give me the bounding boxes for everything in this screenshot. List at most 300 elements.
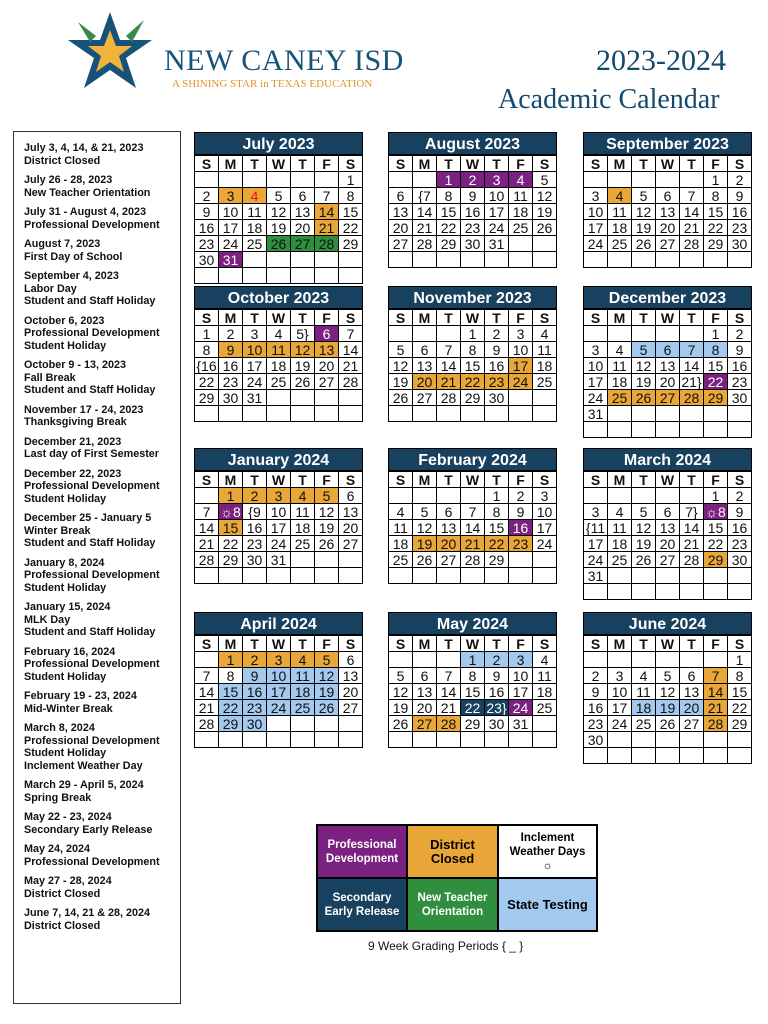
event-item bbox=[24, 512, 180, 550]
day-cell: 19 bbox=[389, 700, 413, 716]
month-title: October 2023 bbox=[194, 286, 363, 309]
day-cell: 6 bbox=[339, 652, 363, 668]
empty-day-cell bbox=[195, 652, 219, 668]
day-cell: 11 bbox=[533, 342, 557, 358]
empty-day-cell bbox=[389, 172, 413, 188]
empty-day-cell bbox=[728, 252, 752, 268]
day-cell: 1 bbox=[437, 172, 461, 188]
event-description: Thanksgiving Break bbox=[24, 416, 127, 428]
empty-day-cell bbox=[509, 552, 533, 568]
empty-day-cell bbox=[267, 716, 291, 732]
day-cell: 7 bbox=[195, 668, 219, 684]
empty-day-cell bbox=[608, 488, 632, 504]
day-cell: 12 bbox=[632, 204, 656, 220]
weekday-header: M bbox=[608, 636, 632, 652]
day-cell: 9 bbox=[485, 668, 509, 684]
month-calendar bbox=[388, 286, 557, 422]
day-cell: 19 bbox=[291, 358, 315, 374]
weekday-header: F bbox=[509, 156, 533, 172]
day-cell: 4 bbox=[291, 652, 315, 668]
day-cell: 14 bbox=[437, 358, 461, 374]
weekday-header: S bbox=[728, 310, 752, 326]
empty-day-cell bbox=[291, 716, 315, 732]
empty-day-cell bbox=[656, 748, 680, 764]
day-cell: 30 bbox=[195, 252, 219, 268]
day-cell: 19 bbox=[632, 220, 656, 236]
event-description: First Day of School bbox=[24, 250, 123, 263]
day-cell: 2 bbox=[485, 652, 509, 668]
day-cell: 11 bbox=[243, 204, 267, 220]
day-cell: 6 bbox=[680, 668, 704, 684]
event-description: Last day of First Semester bbox=[24, 448, 160, 460]
day-cell: 11 bbox=[509, 188, 533, 204]
day-cell: 18 bbox=[243, 220, 267, 236]
empty-day-cell bbox=[632, 172, 656, 188]
empty-day-cell bbox=[608, 172, 632, 188]
day-cell: 20 bbox=[680, 700, 704, 716]
day-cell: {11 bbox=[584, 520, 608, 536]
event-date: December 25 - January 5 bbox=[24, 512, 152, 524]
day-cell: ☼8 bbox=[219, 504, 243, 520]
empty-day-cell bbox=[533, 716, 557, 732]
empty-day-cell bbox=[608, 732, 632, 748]
empty-day-cell bbox=[656, 652, 680, 668]
weekday-header: F bbox=[704, 156, 728, 172]
day-cell: 20 bbox=[656, 536, 680, 552]
day-cell: 4 bbox=[632, 668, 656, 684]
day-cell: 14 bbox=[437, 684, 461, 700]
weekday-header: T bbox=[485, 472, 509, 488]
district-logo bbox=[60, 8, 404, 98]
empty-day-cell bbox=[437, 326, 461, 342]
day-cell: 22 bbox=[704, 220, 728, 236]
day-cell: 2 bbox=[243, 488, 267, 504]
day-cell: 22 bbox=[728, 700, 752, 716]
day-cell: 14 bbox=[195, 684, 219, 700]
empty-day-cell bbox=[584, 584, 608, 600]
day-cell: 9 bbox=[728, 342, 752, 358]
month-title: July 2023 bbox=[194, 132, 363, 155]
day-cell: 11 bbox=[389, 520, 413, 536]
day-cell: 12 bbox=[413, 520, 437, 536]
event-description: Labor Day bbox=[24, 282, 77, 295]
weekday-header: W bbox=[267, 472, 291, 488]
empty-day-cell bbox=[219, 568, 243, 584]
empty-day-cell bbox=[413, 568, 437, 584]
weekday-header: F bbox=[315, 310, 339, 326]
day-cell: 22 bbox=[437, 220, 461, 236]
weekday-header: T bbox=[243, 636, 267, 652]
day-cell: 11 bbox=[291, 668, 315, 684]
event-description: New Teacher Orientation bbox=[24, 186, 151, 199]
day-cell: 2 bbox=[461, 172, 485, 188]
day-cell: 5 bbox=[413, 504, 437, 520]
day-cell: 10 bbox=[584, 358, 608, 374]
empty-day-cell bbox=[533, 390, 557, 406]
day-cell: 3 bbox=[243, 326, 267, 342]
day-cell: 16 bbox=[195, 220, 219, 236]
weekday-header: T bbox=[437, 636, 461, 652]
event-item bbox=[24, 811, 180, 836]
day-cell: 6 bbox=[413, 668, 437, 684]
empty-day-cell bbox=[632, 406, 656, 422]
day-cell: 4 bbox=[608, 504, 632, 520]
day-cell: 10 bbox=[267, 504, 291, 520]
day-cell: 3 bbox=[584, 188, 608, 204]
event-item bbox=[24, 601, 180, 639]
day-cell: 25 bbox=[291, 700, 315, 716]
empty-day-cell bbox=[632, 568, 656, 584]
day-cell: 29 bbox=[219, 716, 243, 732]
day-cell: 13 bbox=[656, 358, 680, 374]
weekday-header: T bbox=[632, 310, 656, 326]
grading-periods-note: 9 Week Grading Periods { _ } bbox=[368, 939, 524, 953]
weekday-header: S bbox=[195, 636, 219, 652]
empty-day-cell bbox=[219, 268, 243, 284]
day-cell: 14 bbox=[315, 204, 339, 220]
weekday-header: T bbox=[632, 636, 656, 652]
day-cell: 21 bbox=[680, 220, 704, 236]
day-cell: 25 bbox=[608, 236, 632, 252]
sun-icon: ☼ bbox=[542, 859, 553, 872]
day-cell: 7 bbox=[461, 504, 485, 520]
event-date: February 16, 2024 bbox=[24, 645, 116, 658]
day-cell: 27 bbox=[656, 552, 680, 568]
day-cell: {9 bbox=[243, 504, 267, 520]
day-cell: 17 bbox=[584, 374, 608, 390]
day-cell: 31 bbox=[267, 552, 291, 568]
day-cell: 28 bbox=[680, 552, 704, 568]
day-cell: 12 bbox=[533, 188, 557, 204]
day-cell: 13 bbox=[413, 684, 437, 700]
event-date: June 7, 14, 21 & 28, 2024 bbox=[24, 907, 151, 919]
day-cell: 10 bbox=[219, 204, 243, 220]
day-cell: 29 bbox=[437, 236, 461, 252]
day-cell: 7 bbox=[680, 342, 704, 358]
day-cell: 20 bbox=[339, 684, 363, 700]
empty-day-cell bbox=[291, 268, 315, 284]
day-cell: 20 bbox=[437, 536, 461, 552]
month-days-grid bbox=[388, 309, 557, 422]
empty-day-cell bbox=[315, 268, 339, 284]
weekday-header: M bbox=[219, 636, 243, 652]
empty-day-cell bbox=[533, 236, 557, 252]
day-cell: 29 bbox=[461, 390, 485, 406]
weekday-header: M bbox=[219, 472, 243, 488]
empty-day-cell bbox=[680, 326, 704, 342]
event-description: Professional Development bbox=[24, 855, 160, 868]
day-cell: 7 bbox=[680, 188, 704, 204]
day-cell: 6 bbox=[413, 342, 437, 358]
day-cell: 7 bbox=[437, 668, 461, 684]
empty-day-cell bbox=[315, 552, 339, 568]
day-cell: 26 bbox=[413, 552, 437, 568]
empty-day-cell bbox=[608, 252, 632, 268]
day-cell: 14 bbox=[195, 520, 219, 536]
event-date: July 26 - 28, 2023 bbox=[24, 174, 113, 186]
day-cell: 20 bbox=[413, 374, 437, 390]
day-cell: 19 bbox=[632, 374, 656, 390]
day-cell: 7 bbox=[437, 342, 461, 358]
day-cell: 3 bbox=[533, 488, 557, 504]
empty-day-cell bbox=[485, 252, 509, 268]
event-date: November 17 - 24, 2023 bbox=[24, 403, 144, 416]
day-cell: 28 bbox=[339, 374, 363, 390]
empty-day-cell bbox=[461, 488, 485, 504]
day-cell: 23 bbox=[584, 716, 608, 732]
day-cell: 15 bbox=[485, 520, 509, 536]
event-description: Student Holiday bbox=[24, 492, 107, 505]
day-cell: 11 bbox=[291, 504, 315, 520]
day-cell: 9 bbox=[461, 188, 485, 204]
empty-day-cell bbox=[533, 568, 557, 584]
day-cell: 29 bbox=[219, 552, 243, 568]
day-cell: 12 bbox=[315, 668, 339, 684]
event-description: Student Holiday bbox=[24, 339, 107, 352]
day-cell: 22 bbox=[704, 536, 728, 552]
day-cell: 30 bbox=[485, 716, 509, 732]
day-cell: 29 bbox=[195, 390, 219, 406]
weekday-header: M bbox=[219, 156, 243, 172]
day-cell: 2 bbox=[728, 172, 752, 188]
day-cell: 1 bbox=[728, 652, 752, 668]
empty-day-cell bbox=[533, 252, 557, 268]
day-cell: 27 bbox=[413, 716, 437, 732]
day-cell: 16 bbox=[243, 520, 267, 536]
day-cell: 9 bbox=[195, 204, 219, 220]
day-cell: 1 bbox=[461, 326, 485, 342]
weekday-header: S bbox=[584, 310, 608, 326]
day-cell: 24 bbox=[243, 374, 267, 390]
day-cell: 2 bbox=[195, 188, 219, 204]
day-cell: 20 bbox=[315, 358, 339, 374]
month-days-grid bbox=[194, 155, 363, 284]
event-item bbox=[24, 557, 180, 595]
weekday-header: S bbox=[195, 156, 219, 172]
day-cell: 7} bbox=[680, 504, 704, 520]
day-cell: 9 bbox=[728, 504, 752, 520]
empty-day-cell bbox=[389, 652, 413, 668]
empty-day-cell bbox=[680, 252, 704, 268]
day-cell: 24 bbox=[533, 536, 557, 552]
weekday-header: T bbox=[437, 310, 461, 326]
day-cell: 19 bbox=[389, 374, 413, 390]
event-date: May 24, 2024 bbox=[24, 843, 91, 855]
day-cell: 28 bbox=[461, 552, 485, 568]
day-cell: 23 bbox=[195, 236, 219, 252]
weekday-header: W bbox=[656, 310, 680, 326]
month-days-grid bbox=[583, 471, 752, 600]
event-description: District Closed bbox=[24, 919, 101, 932]
day-cell: 16 bbox=[728, 204, 752, 220]
day-cell: 21 bbox=[339, 358, 363, 374]
day-cell: 26 bbox=[389, 716, 413, 732]
day-cell: 27 bbox=[656, 390, 680, 406]
empty-day-cell bbox=[413, 326, 437, 342]
event-description: Spring Break bbox=[24, 791, 92, 804]
day-cell: 3 bbox=[584, 342, 608, 358]
empty-day-cell bbox=[728, 748, 752, 764]
day-cell: 10 bbox=[584, 204, 608, 220]
month-title: August 2023 bbox=[388, 132, 557, 155]
event-item bbox=[24, 722, 180, 772]
day-cell: 12 bbox=[315, 504, 339, 520]
weekday-header: W bbox=[267, 156, 291, 172]
day-cell: 25 bbox=[533, 700, 557, 716]
day-cell: 27 bbox=[413, 390, 437, 406]
event-date: March 8, 2024 bbox=[24, 722, 95, 734]
day-cell: 29 bbox=[461, 716, 485, 732]
empty-day-cell bbox=[437, 488, 461, 504]
day-cell: 26 bbox=[632, 390, 656, 406]
page-title: Academic Calendar bbox=[498, 84, 720, 115]
day-cell: 1 bbox=[339, 172, 363, 188]
month-days-grid bbox=[583, 155, 752, 268]
day-cell: 8 bbox=[704, 342, 728, 358]
day-cell: 2 bbox=[243, 652, 267, 668]
day-cell: 22 bbox=[339, 220, 363, 236]
day-cell: 5 bbox=[632, 342, 656, 358]
empty-day-cell bbox=[656, 326, 680, 342]
empty-day-cell bbox=[389, 488, 413, 504]
event-description: Professional Development bbox=[24, 480, 160, 492]
empty-day-cell bbox=[680, 172, 704, 188]
empty-day-cell bbox=[680, 748, 704, 764]
day-cell: 4 bbox=[533, 326, 557, 342]
weekday-header: T bbox=[291, 472, 315, 488]
weekday-header: S bbox=[389, 636, 413, 652]
empty-day-cell bbox=[339, 552, 363, 568]
empty-day-cell bbox=[632, 422, 656, 438]
empty-day-cell bbox=[608, 584, 632, 600]
day-cell: 18 bbox=[608, 536, 632, 552]
weekday-header: F bbox=[315, 636, 339, 652]
weekday-header: S bbox=[584, 636, 608, 652]
empty-day-cell bbox=[291, 732, 315, 748]
day-cell: 23 bbox=[243, 700, 267, 716]
day-cell: 1 bbox=[704, 326, 728, 342]
day-cell: 18 bbox=[533, 684, 557, 700]
day-cell: ☼8 bbox=[704, 504, 728, 520]
month-calendar bbox=[388, 132, 557, 268]
event-date: January 8, 2024 bbox=[24, 556, 105, 569]
day-cell: 8 bbox=[195, 342, 219, 358]
weekday-header: S bbox=[339, 636, 363, 652]
empty-day-cell bbox=[195, 406, 219, 422]
day-cell: 29 bbox=[704, 390, 728, 406]
legend bbox=[316, 824, 598, 932]
weekday-header: S bbox=[728, 156, 752, 172]
day-cell: 27 bbox=[680, 716, 704, 732]
empty-day-cell bbox=[704, 568, 728, 584]
event-description: District Closed bbox=[24, 154, 101, 167]
day-cell: 12 bbox=[632, 358, 656, 374]
day-cell: 27 bbox=[339, 700, 363, 716]
month-days-grid bbox=[194, 635, 363, 748]
day-cell: 9 bbox=[243, 668, 267, 684]
empty-day-cell bbox=[437, 252, 461, 268]
empty-day-cell bbox=[243, 732, 267, 748]
weekday-header: M bbox=[608, 472, 632, 488]
weekday-header: W bbox=[656, 472, 680, 488]
day-cell: 22 bbox=[219, 700, 243, 716]
day-cell: 4 bbox=[533, 652, 557, 668]
day-cell: 21 bbox=[195, 536, 219, 552]
day-cell: 26 bbox=[656, 716, 680, 732]
empty-day-cell bbox=[656, 406, 680, 422]
weekday-header: T bbox=[291, 310, 315, 326]
day-cell: 16 bbox=[728, 520, 752, 536]
day-cell: 28 bbox=[680, 236, 704, 252]
empty-day-cell bbox=[485, 406, 509, 422]
month-days-grid bbox=[194, 471, 363, 584]
day-cell: 8 bbox=[485, 504, 509, 520]
empty-day-cell bbox=[608, 748, 632, 764]
day-cell: 7 bbox=[704, 668, 728, 684]
day-cell: 15 bbox=[728, 684, 752, 700]
empty-day-cell bbox=[485, 732, 509, 748]
event-description: Fall Break bbox=[24, 371, 76, 384]
event-date: September 4, 2023 bbox=[24, 270, 119, 282]
day-cell: 18 bbox=[291, 520, 315, 536]
empty-day-cell bbox=[267, 390, 291, 406]
empty-day-cell bbox=[339, 268, 363, 284]
empty-day-cell bbox=[632, 488, 656, 504]
weekday-header: T bbox=[437, 156, 461, 172]
event-date: March 29 - April 5, 2024 bbox=[24, 779, 144, 791]
empty-day-cell bbox=[632, 252, 656, 268]
empty-day-cell bbox=[509, 406, 533, 422]
empty-day-cell bbox=[632, 326, 656, 342]
empty-day-cell bbox=[219, 172, 243, 188]
day-cell: 22 bbox=[704, 374, 728, 390]
weekday-header: T bbox=[437, 472, 461, 488]
day-cell: 24 bbox=[509, 700, 533, 716]
day-cell: 16 bbox=[243, 684, 267, 700]
empty-day-cell bbox=[704, 732, 728, 748]
day-cell: 24 bbox=[509, 374, 533, 390]
empty-day-cell bbox=[267, 172, 291, 188]
day-cell: 23 bbox=[461, 220, 485, 236]
month-title: February 2024 bbox=[388, 448, 557, 471]
empty-day-cell bbox=[584, 652, 608, 668]
empty-day-cell bbox=[704, 748, 728, 764]
event-description: Professional Development bbox=[24, 218, 160, 231]
day-cell: 23 bbox=[728, 536, 752, 552]
event-item bbox=[24, 875, 180, 900]
month-title: May 2024 bbox=[388, 612, 557, 635]
weekday-header: W bbox=[267, 310, 291, 326]
weekday-header: T bbox=[680, 472, 704, 488]
month-days-grid bbox=[388, 635, 557, 748]
day-cell: 19 bbox=[413, 536, 437, 552]
day-cell: 5 bbox=[315, 488, 339, 504]
empty-day-cell bbox=[680, 488, 704, 504]
weekday-header: W bbox=[461, 156, 485, 172]
empty-day-cell bbox=[632, 584, 656, 600]
empty-day-cell bbox=[243, 268, 267, 284]
weekday-header: W bbox=[267, 636, 291, 652]
day-cell: 2 bbox=[219, 326, 243, 342]
day-cell: 18 bbox=[267, 358, 291, 374]
event-date: August 7, 2023 bbox=[24, 238, 101, 250]
empty-day-cell bbox=[195, 172, 219, 188]
day-cell: 17 bbox=[533, 520, 557, 536]
day-cell: {16 bbox=[195, 358, 219, 374]
empty-day-cell bbox=[315, 406, 339, 422]
empty-day-cell bbox=[413, 652, 437, 668]
empty-day-cell bbox=[389, 326, 413, 342]
